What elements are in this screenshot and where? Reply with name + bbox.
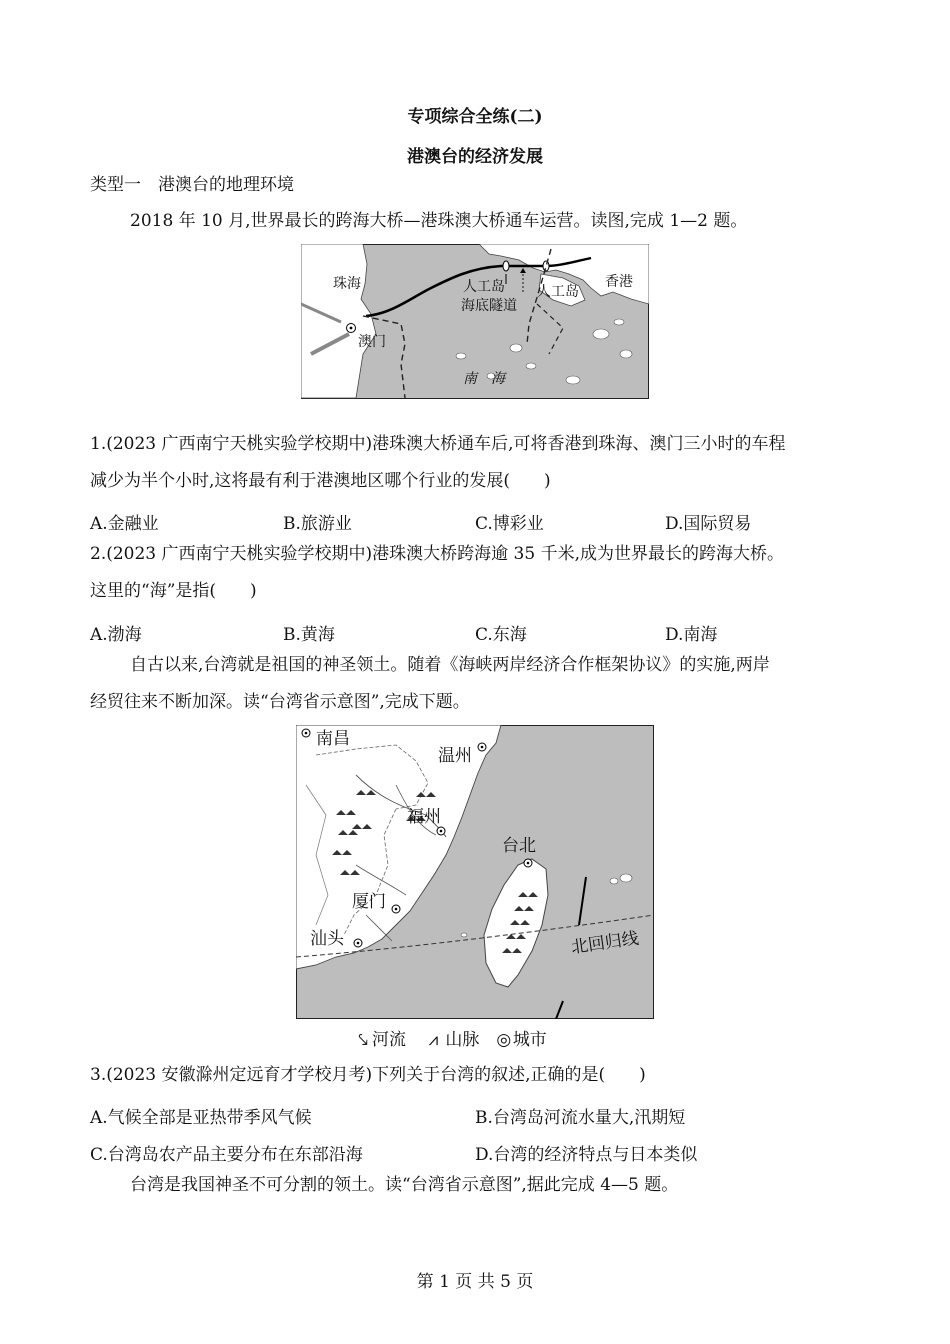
map-legend [354, 1025, 547, 1050]
label-zhuhai: 珠海 [333, 276, 361, 292]
q3-option-b: B.台湾岛河流水量大,汛期短 [475, 1108, 686, 1128]
passage3: 台湾是我国神圣不可分割的领土。读“台湾省示意图”,据此完成 4—5 题。 [130, 1175, 679, 1195]
passage2-line2: 经贸往来不断加深。读“台湾省示意图”,完成下题。 [90, 692, 470, 712]
label-hongkong: 香港 [605, 274, 633, 290]
legend-city: 城市 [512, 1030, 547, 1050]
q2-option-d: D.南海 [665, 625, 718, 645]
label-tropic: 北回归线 [569, 928, 641, 958]
q3-option-a: A.气候全部是亚热带季风气候 [90, 1108, 312, 1128]
q3-stem: 3.(2023 安徽滁州定远育才学校月考)下列关于台湾的叙述,正确的是( ) [90, 1065, 646, 1085]
river-legend-icon: ⤥ [358, 1030, 368, 1050]
q3-option-c: C.台湾岛农产品主要分布在东部沿海 [90, 1145, 363, 1165]
label-fuzhou: 福州 [407, 807, 441, 827]
label-artificial-island-1: 人工岛 [463, 279, 505, 295]
label-tunnel: 海底隧道 [461, 298, 517, 314]
q1-option-d: D.国际贸易 [665, 514, 752, 534]
legend-river: 河流 [372, 1030, 406, 1050]
passage2-line1: 自古以来,台湾就是祖国的神圣领土。随着《海峡两岸经济合作框架协议》的实施,两岸 [130, 655, 770, 675]
label-nanchang: 南昌 [316, 729, 350, 749]
label-wenzhou: 温州 [438, 746, 472, 766]
q1-option-a: A.金融业 [90, 514, 159, 534]
label-shantou: 汕头 [310, 929, 344, 949]
legend-mountain: 山脉 [445, 1030, 480, 1050]
page-title: 专项综合全练(二) [407, 107, 543, 127]
city-legend-icon: ◎ [496, 1030, 512, 1050]
q2-option-b: B.黄海 [283, 625, 335, 645]
taiwan-map [296, 725, 654, 1019]
label-xiamen: 厦门 [352, 892, 386, 912]
label-artificial-island-2: 人工岛 [537, 284, 579, 300]
q1-option-b: B.旅游业 [283, 514, 352, 534]
label-macau: 澳门 [358, 334, 386, 350]
section-heading: 类型一 港澳台的地理环境 [90, 175, 294, 195]
mountain-legend-icon: ⩘ [428, 1030, 439, 1050]
q3-option-d: D.台湾的经济特点与日本类似 [475, 1145, 698, 1165]
q1-stem-line1: 1.(2023 广西南宁天桃实验学校期中)港珠澳大桥通车后,可将香港到珠海、澳门三小时的车程 [90, 434, 786, 454]
page-footer: 第 1 页 共 5 页 [416, 1272, 534, 1292]
label-south-sea: 南 海 [463, 371, 505, 387]
page-subtitle: 港澳台的经济发展 [407, 147, 543, 167]
label-taipei: 台北 [502, 836, 536, 856]
bridge-map [301, 244, 649, 399]
q1-stem-line2: 减少为半个小时,这将最有利于港澳地区哪个行业的发展( ) [90, 471, 551, 491]
intro-paragraph: 2018 年 10 月,世界最长的跨海大桥—港珠澳大桥通车运营。读图,完成 1—2 题。 [130, 211, 748, 231]
q1-option-c: C.博彩业 [475, 514, 544, 534]
q2-stem-line1: 2.(2023 广西南宁天桃实验学校期中)港珠澳大桥跨海逾 35 千米,成为世界最长的跨海大桥。 [90, 544, 784, 564]
q2-stem-line2: 这里的“海”是指( ) [90, 581, 257, 601]
q2-option-c: C.东海 [475, 625, 527, 645]
q2-option-a: A.渤海 [90, 625, 142, 645]
